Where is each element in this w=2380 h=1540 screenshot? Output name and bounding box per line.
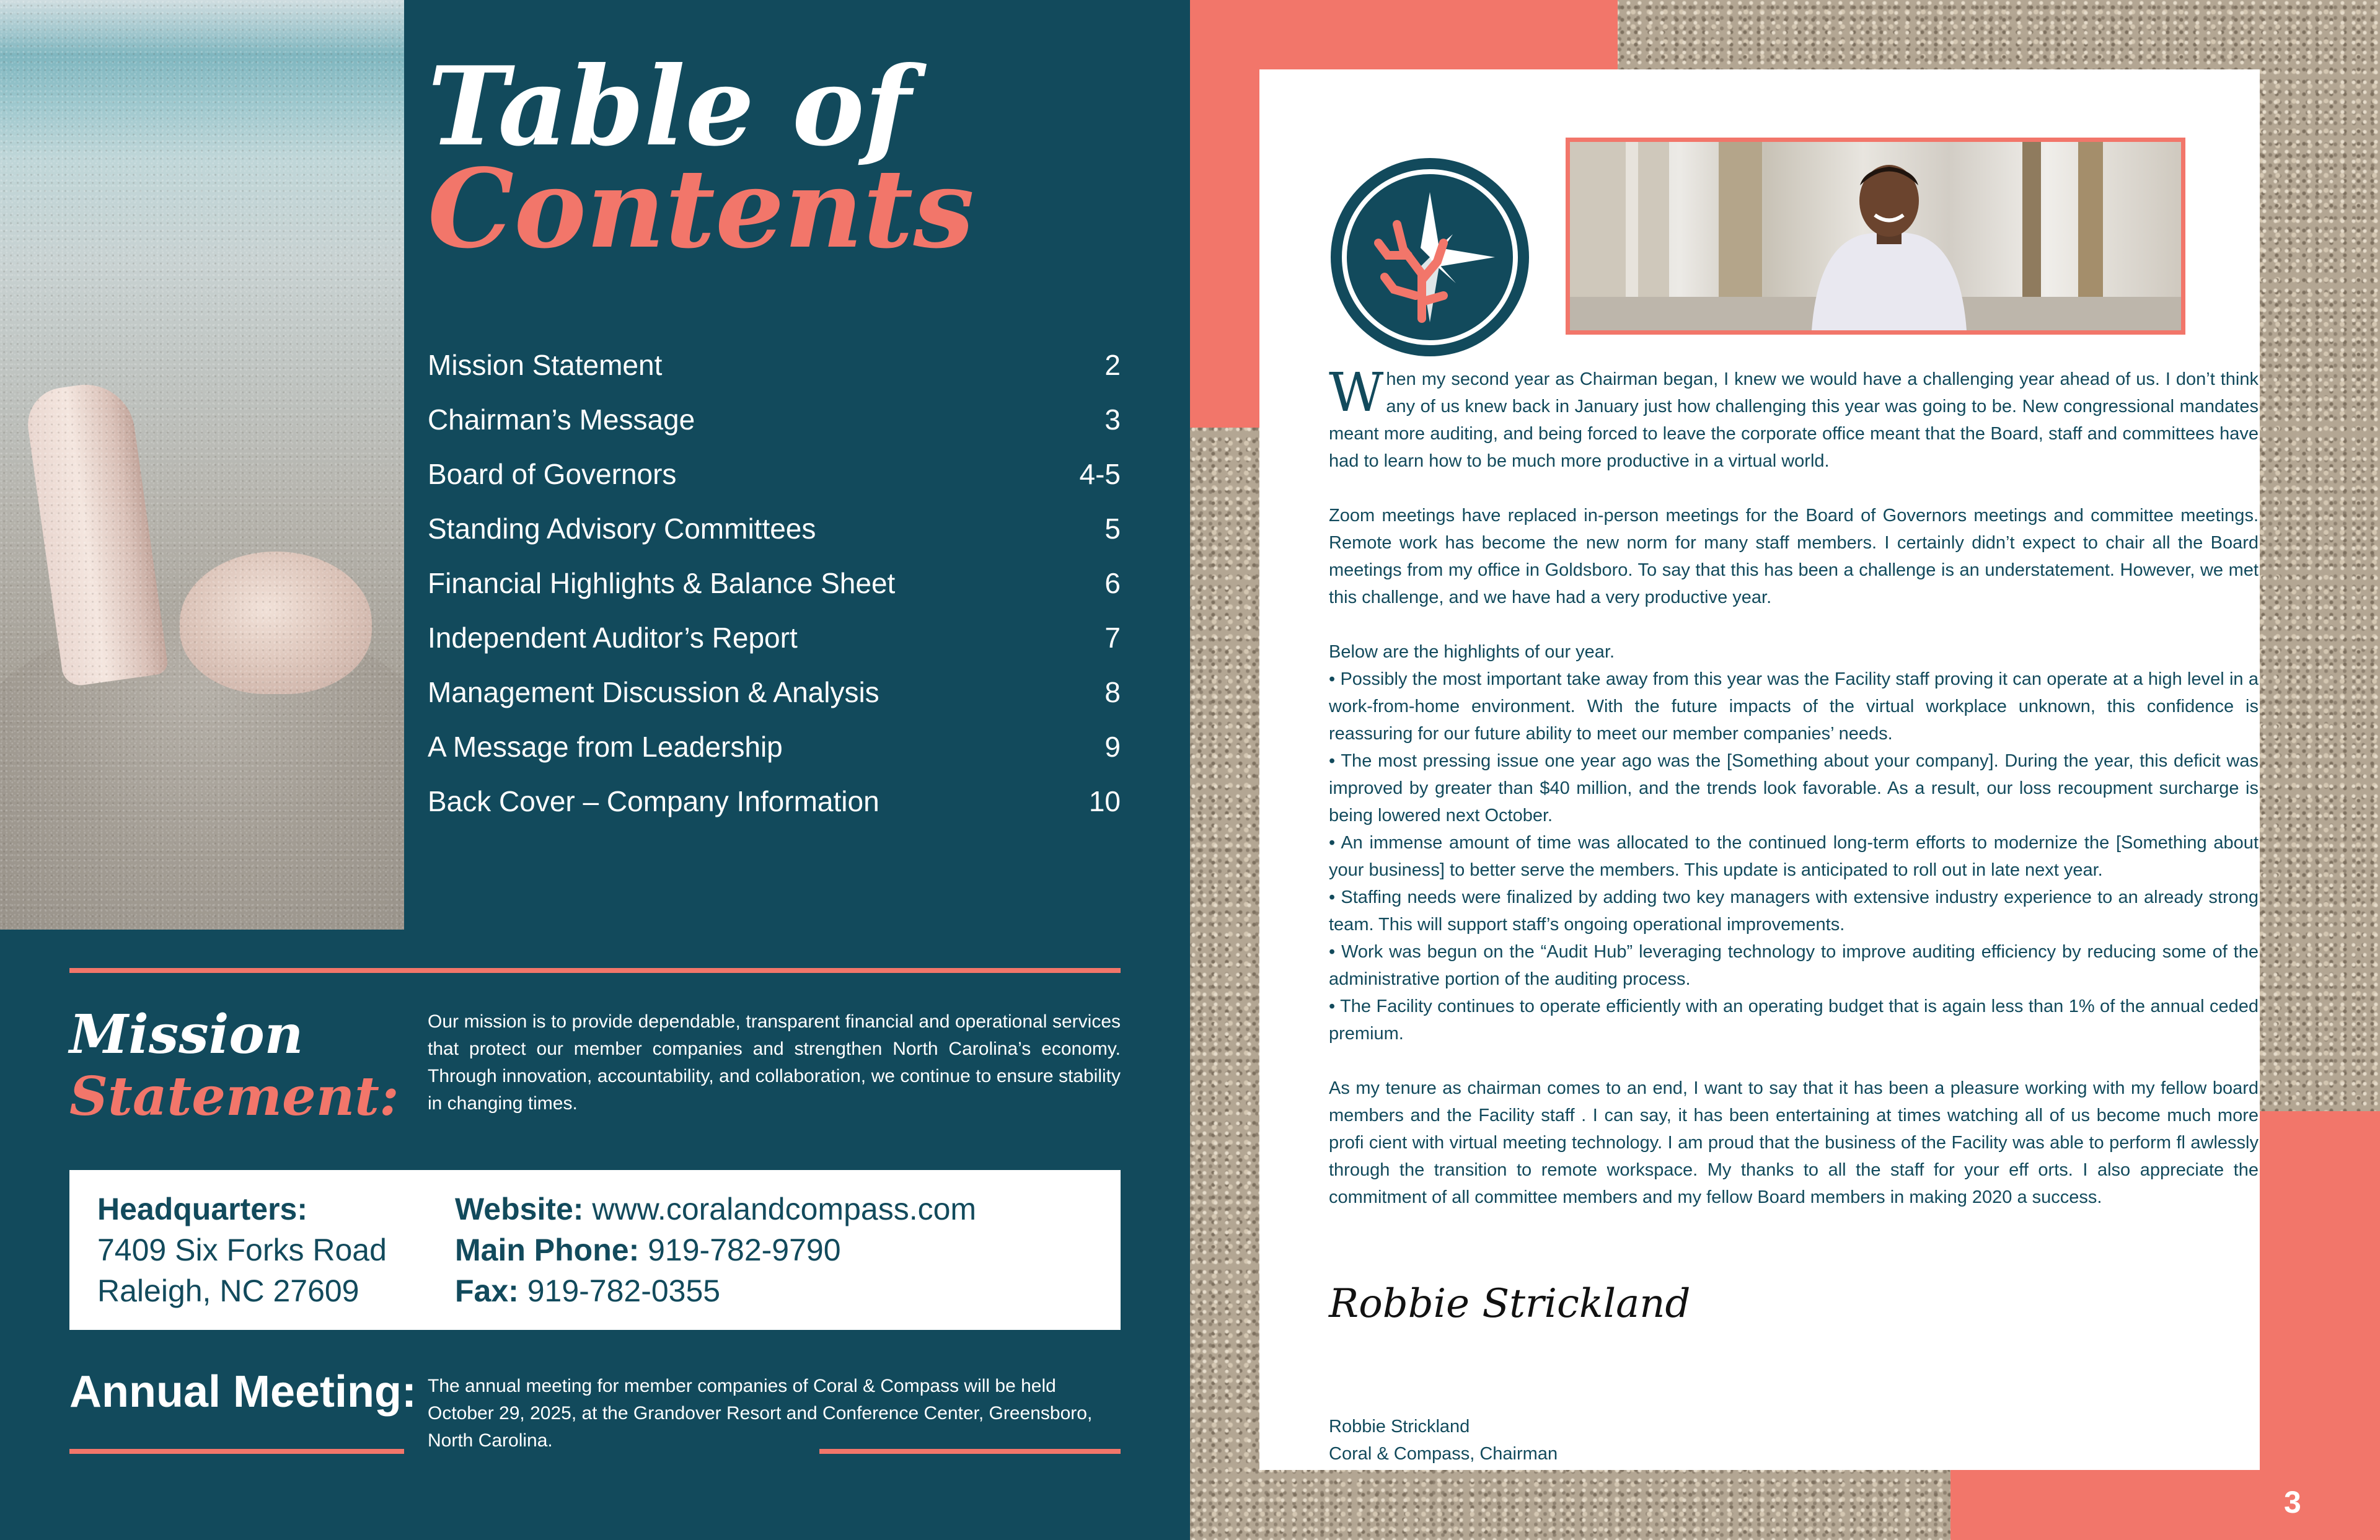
toc-title-line1: Table of bbox=[428, 43, 911, 170]
website-link[interactable]: www.coralandcompass.com bbox=[592, 1192, 977, 1226]
right-page bbox=[1190, 0, 2380, 1540]
toc-item[interactable] bbox=[428, 665, 1121, 719]
headquarters-address-line1: 7409 Six Forks Road bbox=[97, 1233, 387, 1267]
toc-list bbox=[428, 338, 1121, 829]
letter-bullet: • Possibly the most important take away from this year was the Facility staff proving it can operate at a high level in a work-from-home environment. With the future impacts of the virtual workplace unknown, this confidence is reassuring for our future ability to meet our member companies’ needs. bbox=[1329, 669, 2259, 744]
fax-value: 919-782-0355 bbox=[527, 1274, 721, 1308]
toc-item-label: Back Cover – Company Information bbox=[428, 785, 879, 817]
toc-item-label: Independent Auditor’s Report bbox=[428, 622, 798, 654]
page-number: 3 bbox=[2284, 1485, 2301, 1520]
toc-item[interactable] bbox=[428, 338, 1121, 392]
headquarters-address-line2: Raleigh, NC 27609 bbox=[97, 1274, 359, 1308]
toc-item[interactable] bbox=[428, 774, 1121, 829]
toc-item[interactable] bbox=[428, 447, 1121, 501]
toc-item-page: 3 bbox=[1104, 403, 1121, 436]
mission-heading-line2: Statement: bbox=[69, 1065, 399, 1128]
toc-item-label: Standing Advisory Committees bbox=[428, 513, 816, 545]
chairman-letter-body bbox=[1329, 362, 2259, 1238]
chairman-photo bbox=[1566, 138, 2185, 335]
phone-value[interactable]: 919-782-9790 bbox=[648, 1233, 841, 1267]
annual-left-rule bbox=[69, 1449, 404, 1454]
toc-item-page: 6 bbox=[1104, 567, 1121, 599]
toc-title bbox=[428, 43, 975, 273]
website-label: Website: bbox=[455, 1192, 584, 1226]
toc-item[interactable] bbox=[428, 392, 1121, 447]
letter-highlights-intro: Below are the highlights of our year. bbox=[1329, 642, 1615, 662]
annual-meeting-text: The annual meeting for member companies of Coral & Compass will be held October 29, 2025, at the Grandover Resort and Conference Center, Greensboro, North Carolina. bbox=[428, 1376, 1093, 1451]
signatory-role: Coral & Compass, Chairman bbox=[1329, 1444, 1558, 1464]
letter-bullet: • The Facility continues to operate efficiently with an operating budget that is again less than 1% of the annual ceded premium. bbox=[1329, 997, 2259, 1044]
letter-bullet: • An immense amount of time was allocated to the continued long-term efforts to modernize the [Something about your business] to better serve the members. This update is anticipated to roll out in late next year. bbox=[1329, 833, 2259, 880]
toc-item-label: A Message from Leadership bbox=[428, 731, 783, 763]
signatory-block bbox=[1329, 1413, 1558, 1467]
mission-text: Our mission is to provide dependable, transparent financial and operational services that protect our member companies and strengthen North Carolina’s economy. Through innovation, accountability, and collaboration, we continue to ensure stability in changing times. bbox=[428, 1011, 1121, 1114]
toc-item-page: 7 bbox=[1104, 622, 1121, 654]
annual-meeting-heading: Annual Meeting: bbox=[69, 1367, 416, 1417]
mission-heading bbox=[69, 1004, 399, 1128]
chairman-letter-card bbox=[1259, 69, 2260, 1470]
letter-dropcap: W bbox=[1329, 362, 1384, 424]
signatory-name: Robbie Strickland bbox=[1329, 1417, 1470, 1437]
letter-closing-paragraph: As my tenure as chairman comes to an end, I want to say that it has been a pleasure working with my fellow board members and the Facility staff . I can say, it has been entertaining at times watching all of us become much more profi cient with virtual meeting technology. I am proud that the business of the Facility was able to perform fl awlessly through the transition to remote workspace. My thanks to all the staff for your eff orts. I also appreciate the commitment of all committee members and my fellow Board members in making 2020 a success. bbox=[1329, 1078, 2259, 1207]
toc-item-label: Financial Highlights & Balance Sheet bbox=[428, 567, 896, 599]
letter-bullet: • Work was begun on the “Audit Hub” leveraging technology to improve auditing efficiency by reducing some of the administrative portion of the auditing process. bbox=[1329, 942, 2259, 989]
coral-compass-logo-icon bbox=[1329, 156, 1531, 358]
toc-item-page: 10 bbox=[1088, 785, 1121, 817]
toc-item-page: 9 bbox=[1104, 731, 1121, 763]
toc-item[interactable] bbox=[428, 556, 1121, 610]
letter-paragraph bbox=[1329, 362, 2259, 475]
toc-title-line2: Contents bbox=[428, 146, 975, 273]
mission-top-rule bbox=[69, 968, 1121, 973]
toc-item[interactable] bbox=[428, 610, 1121, 665]
letter-bullet: • The most pressing issue one year ago was the [Something about your company]. During the year, this deficit was improved by greater than $40 million, and the trends look favorable. As a result, our loss recoupment surcharge is being lowered next October. bbox=[1329, 751, 2259, 825]
contact-details-block bbox=[455, 1189, 976, 1311]
contact-box bbox=[69, 1170, 1121, 1330]
toc-item[interactable] bbox=[428, 719, 1121, 774]
fax-label: Fax: bbox=[455, 1274, 519, 1308]
toc-item-page: 8 bbox=[1104, 676, 1121, 708]
letter-paragraph-1: hen my second year as Chairman began, I knew we would have a challenging year ahead of us. I don’t think any of us knew back in January just how challenging this year was going to be. New congressional mandates meant more auditing, and being forced to leave the corporate office meant that the Board, staff and committees have had to learn how to be much more productive in a virtual world. bbox=[1329, 369, 2259, 471]
letter-paragraph-2: Zoom meetings have replaced in-person meetings for the Board of Governors meetings and committee meetings. Remote work has become the new norm for many staff members. I certainly didn’t expect to chair all the Board meetings from my office in Goldsboro. To say that this has been a challenge is an understatement. However, we met this challenge, and we have had a very productive year. bbox=[1329, 506, 2259, 607]
beach-shell-photo bbox=[0, 0, 404, 930]
chairman-portrait-icon bbox=[1570, 142, 2181, 330]
toc-item-label: Management Discussion & Analysis bbox=[428, 676, 879, 708]
headquarters-label: Headquarters: bbox=[97, 1192, 307, 1226]
sand-texture bbox=[0, 0, 404, 930]
toc-item[interactable] bbox=[428, 501, 1121, 556]
toc-item-label: Chairman’s Message bbox=[428, 403, 695, 436]
phone-label: Main Phone: bbox=[455, 1233, 640, 1267]
chairman-signature: Robbie Strickland bbox=[1329, 1281, 1691, 1327]
annual-right-rule bbox=[819, 1449, 1121, 1454]
toc-item-page: 2 bbox=[1104, 349, 1121, 381]
letter-bullet: • Staffing needs were finalized by adding two key managers with extensive industry experience to an already strong team. This will support staff’s ongoing operational improvements. bbox=[1329, 887, 2259, 935]
headquarters-block bbox=[97, 1189, 387, 1311]
toc-item-label: Mission Statement bbox=[428, 349, 663, 381]
toc-item-page: 5 bbox=[1104, 513, 1121, 545]
toc-item-label: Board of Governors bbox=[428, 458, 677, 490]
toc-item-page: 4-5 bbox=[1079, 458, 1121, 490]
mission-heading-line1: Mission bbox=[69, 1003, 304, 1066]
